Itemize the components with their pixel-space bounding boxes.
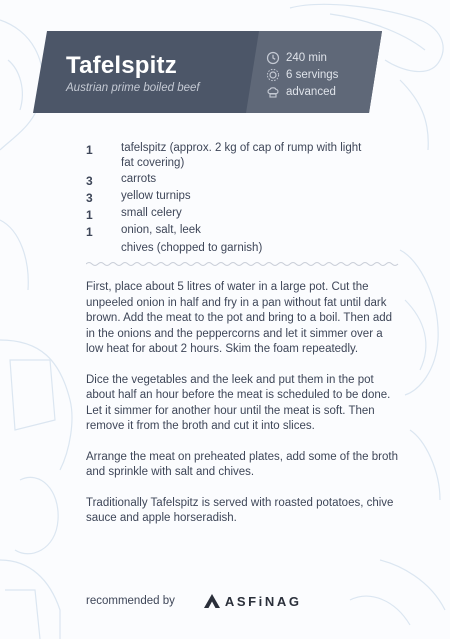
ingredient-name: carrots: [121, 172, 157, 185]
ingredient-quantity: 1: [86, 208, 93, 223]
ingredient-name: tafelspitz (approx. 2 kg of cap of rump with light fat covering): [121, 142, 362, 170]
brand-name: ASFiNAG: [224, 593, 302, 609]
instruction-paragraph: Dice the vegetables and the leek and put them in the pot about half an hour before the meat is scheduled to be done. Let it simmer for another hour until the meat is soft. Then remove it from the broth and cut it into slices.: [86, 373, 391, 432]
instruction-paragraph: First, place about 5 litres of water in a large pot. Cut the unpeeled onion in half and fry in a pan without fat until dark brown. Add the meat to the pot and bring to a boil. Then add in the onions and the peppercorns and let it simmer over a low heat for about 2 hours. Skim the foam repeatedly.: [86, 281, 393, 355]
asfinag-logo-icon: [203, 593, 221, 609]
ingredient-quantity: 1: [86, 225, 93, 240]
recommended-by-label: recommended by: [86, 595, 175, 607]
meta-time: [266, 49, 376, 66]
chef-hat-icon: [266, 85, 280, 99]
meta-servings: [266, 66, 376, 83]
list-item: [86, 241, 386, 256]
ingredient-quantity: [86, 241, 121, 243]
instruction-paragraph: Traditionally Tafelspitz is served with roasted potatoes, chive sauce and apple horseradish.: [86, 496, 394, 524]
clock-icon: [266, 51, 280, 65]
list-item: [86, 223, 386, 240]
list-item: [86, 206, 386, 223]
brand-logo: [203, 593, 302, 609]
ingredient-quantity: 3: [86, 190, 93, 205]
meta-difficulty: [266, 83, 376, 100]
ingredient-name: chives (chopped to garnish): [121, 241, 263, 254]
wavy-divider: [86, 260, 399, 268]
recipe-meta: [266, 49, 376, 100]
ingredient-list: [86, 141, 386, 256]
list-item: [86, 172, 386, 189]
instructions: [86, 280, 400, 542]
recipe-subtitle: Austrian prime boiled beef: [66, 82, 200, 94]
ingredient-quantity: 3: [86, 173, 93, 188]
meta-servings-value: 6 servings: [286, 68, 339, 81]
list-item: [86, 189, 386, 206]
sun-icon: [266, 68, 280, 82]
list-item: [86, 141, 386, 172]
footer: [86, 592, 302, 610]
meta-time-value: 240 min: [286, 51, 327, 64]
ingredient-name: yellow turnips: [121, 189, 191, 202]
recipe-title: Tafelspitz: [66, 52, 177, 79]
instruction-paragraph: Arrange the meat on preheated plates, add some of the broth and sprinkle with salt and chives.: [86, 450, 398, 478]
ingredient-quantity: 1: [86, 143, 93, 157]
ingredient-name: small celery: [121, 207, 182, 220]
meta-difficulty-value: advanced: [286, 85, 336, 98]
ingredient-name: onion, salt, leek: [121, 224, 201, 237]
